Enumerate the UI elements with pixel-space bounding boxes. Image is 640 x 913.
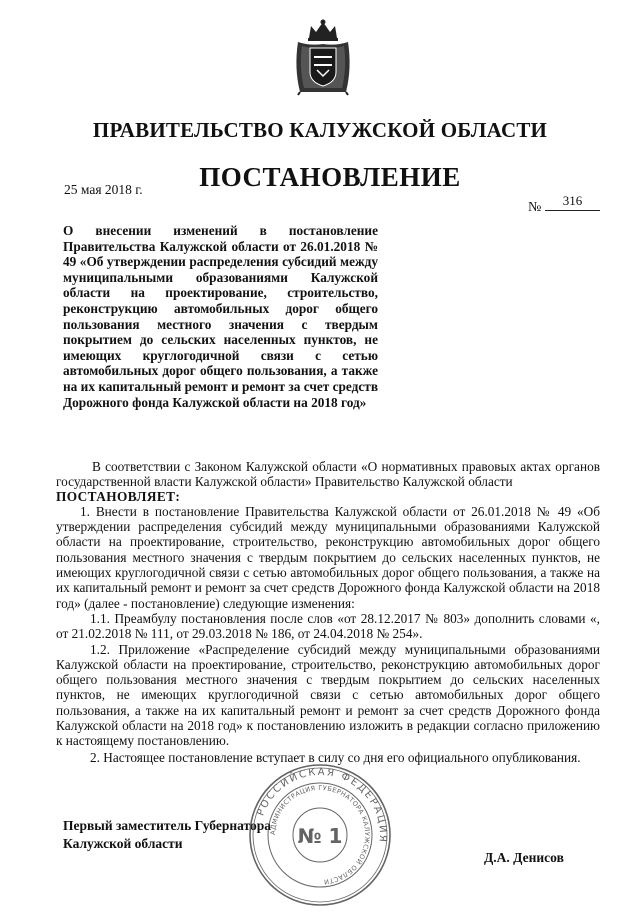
signatory-name: Д.А. Денисов <box>484 850 564 865</box>
decree-keyword: ПОСТАНОВЛЯЕТ: <box>56 488 181 504</box>
item-1-2-paragraph: 1.2. Приложение «Распределение субсидий между муниципальными образованиями Калужской области на проектирование, строительство, реконструкцию автомобильных дорог общего пользования местного значения с твердым покрытием до сельских населенных пунктов, не имеющих круглогодичной связи с сетью автомобильных дорог общего пользования, а также на их капитальный ремонт и ремонт за счет средств Дорожного фонда Калужской области на 2018 год» к постановлению изложить в редакции согласно приложению к настоящему постановлению. <box>56 641 600 749</box>
stamp-outer-text: РОССИЙСКАЯ ФЕДЕРАЦИЯ <box>255 766 389 845</box>
document-number-label: № <box>528 200 542 215</box>
signatory-position <box>63 817 271 853</box>
coat-of-arms-icon <box>292 18 354 96</box>
document-type-title: ПОСТАНОВЛЕНИЕ <box>199 162 461 192</box>
document-number: 316 <box>545 193 600 211</box>
signatory-position-line1: Первый заместитель Губернатора <box>63 818 271 833</box>
stamp-inner-text: АДМИНИСТРАЦИЯ ГУБЕРНАТОРА КАЛУЖСКОЙ ОБЛАСТИ <box>268 783 372 886</box>
signatory-position-line2: Калужской области <box>63 836 183 851</box>
item-1-paragraph: 1. Внести в постановление Правительства Калужской области от 26.01.2018 № 49 «Об утверждении распределения субсидий между муниципальными образованиями Калужской области на проектирование, строительство, реконструкцию автомобильных дорог общего пользования местного значения с твердым покрытием до сельских населенных пунктов, не имеющих круглогодичной связи с сетью автомобильных дорог общего пользования, а также на их капитальный ремонт и ремонт за счет средств Дорожного фонда Калужской области на 2018 год» (далее - постановление) следующие изменения: <box>56 503 600 611</box>
document-date: 25 мая 2018 г. <box>64 182 143 197</box>
document-body <box>56 459 600 765</box>
official-stamp <box>247 762 393 908</box>
government-title: ПРАВИТЕЛЬСТВО КАЛУЖСКОЙ ОБЛАСТИ <box>92 118 548 142</box>
item-1-1-paragraph: 1.1. Преамбулу постановления после слов «от 28.12.2017 № 803» дополнить словами «, от 21.02.2018 № 111, от 29.03.2018 № 186, от 24.04.2018 № 254». <box>56 610 600 642</box>
preamble-paragraph: В соответствии с Законом Калужской области «О нормативных правовых актах органов государственной власти Калужской области» Правительство Калужской области <box>56 459 600 490</box>
stamp-number: № 1 <box>297 824 343 848</box>
item-2-paragraph: 2. Настоящее постановление вступает в силу со дня его официального опубликования. <box>90 749 581 765</box>
document-subject: О внесении изменений в постановление Правительства Калужской области от 26.01.2018 № 49 «Об утверждении распределения субсидий между муниципальными образованиями Калужской области на проектирование, строительство, реконструкцию автомобильных дорог общего пользования местного значения с твердым покрытием до сельских населенных пунктов, не имеющих круглогодичной связи с сетью автомобильных дорог общего пользования, а также на их капитальный ремонт и ремонт за счет средств Дорожного фонда Калужской области на 2018 год» <box>63 223 378 410</box>
